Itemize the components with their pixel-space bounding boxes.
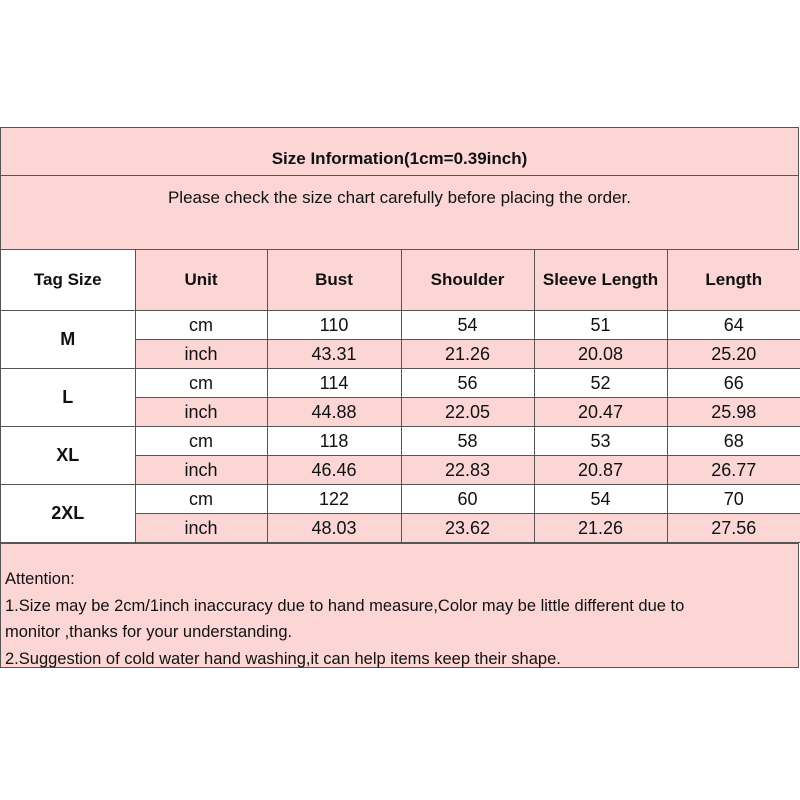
length-cell: 66 xyxy=(667,369,800,398)
tag-size-cell: 2XL xyxy=(1,485,135,543)
shoulder-cell: 23.62 xyxy=(401,514,534,543)
bust-cell: 114 xyxy=(267,369,401,398)
bust-cell: 46.46 xyxy=(267,456,401,485)
header-length: Length xyxy=(667,250,800,311)
shoulder-cell: 56 xyxy=(401,369,534,398)
size-table xyxy=(1,250,800,543)
header-unit: Unit xyxy=(135,250,267,311)
length-cell: 70 xyxy=(667,485,800,514)
attention-heading: Attention: xyxy=(5,570,75,588)
attention-line: 1.Size may be 2cm/1inch inaccuracy due to hand measure,Color may be little different due to xyxy=(5,596,685,615)
length-cell: 68 xyxy=(667,427,800,456)
bust-cell: 44.88 xyxy=(267,398,401,427)
unit-cell: cm xyxy=(135,311,267,340)
header-sleeve-length: Sleeve Length xyxy=(534,250,667,311)
table-header-row xyxy=(1,250,800,311)
shoulder-cell: 60 xyxy=(401,485,534,514)
header-tag-size: Tag Size xyxy=(1,250,135,311)
header-shoulder: Shoulder xyxy=(401,250,534,311)
table-row xyxy=(1,427,800,456)
unit-cell: cm xyxy=(135,427,267,456)
bust-cell: 48.03 xyxy=(267,514,401,543)
unit-cell: cm xyxy=(135,485,267,514)
sleeve-length-cell: 20.08 xyxy=(534,340,667,369)
unit-cell: inch xyxy=(135,398,267,427)
length-cell: 64 xyxy=(667,311,800,340)
shoulder-cell: 22.05 xyxy=(401,398,534,427)
unit-cell: inch xyxy=(135,514,267,543)
attention-notes xyxy=(1,543,798,667)
shoulder-cell: 58 xyxy=(401,427,534,456)
sleeve-length-cell: 21.26 xyxy=(534,514,667,543)
bust-cell: 118 xyxy=(267,427,401,456)
chart-notice: Please check the size chart carefully before placing the order. xyxy=(1,176,798,250)
size-chart xyxy=(0,127,799,668)
sleeve-length-cell: 20.87 xyxy=(534,456,667,485)
sleeve-length-cell: 53 xyxy=(534,427,667,456)
bust-cell: 122 xyxy=(267,485,401,514)
tag-size-cell: XL xyxy=(1,427,135,485)
attention-line: 2.Suggestion of cold water hand washing,it can help items keep their shape. xyxy=(5,649,561,668)
shoulder-cell: 21.26 xyxy=(401,340,534,369)
length-cell: 25.20 xyxy=(667,340,800,369)
unit-cell: inch xyxy=(135,340,267,369)
length-cell: 27.56 xyxy=(667,514,800,543)
shoulder-cell: 22.83 xyxy=(401,456,534,485)
header-bust: Bust xyxy=(267,250,401,311)
shoulder-cell: 54 xyxy=(401,311,534,340)
attention-line: monitor ,thanks for your understanding. xyxy=(5,623,293,641)
length-cell: 26.77 xyxy=(667,456,800,485)
sleeve-length-cell: 51 xyxy=(534,311,667,340)
unit-cell: inch xyxy=(135,456,267,485)
tag-size-cell: L xyxy=(1,369,135,427)
table-row xyxy=(1,369,800,398)
table-row xyxy=(1,485,800,514)
unit-cell: cm xyxy=(135,369,267,398)
length-cell: 25.98 xyxy=(667,398,800,427)
bust-cell: 110 xyxy=(267,311,401,340)
tag-size-cell: M xyxy=(1,311,135,369)
bust-cell: 43.31 xyxy=(267,340,401,369)
sleeve-length-cell: 54 xyxy=(534,485,667,514)
chart-title: Size Information(1cm=0.39inch) xyxy=(1,128,798,176)
table-row xyxy=(1,311,800,340)
sleeve-length-cell: 20.47 xyxy=(534,398,667,427)
sleeve-length-cell: 52 xyxy=(534,369,667,398)
